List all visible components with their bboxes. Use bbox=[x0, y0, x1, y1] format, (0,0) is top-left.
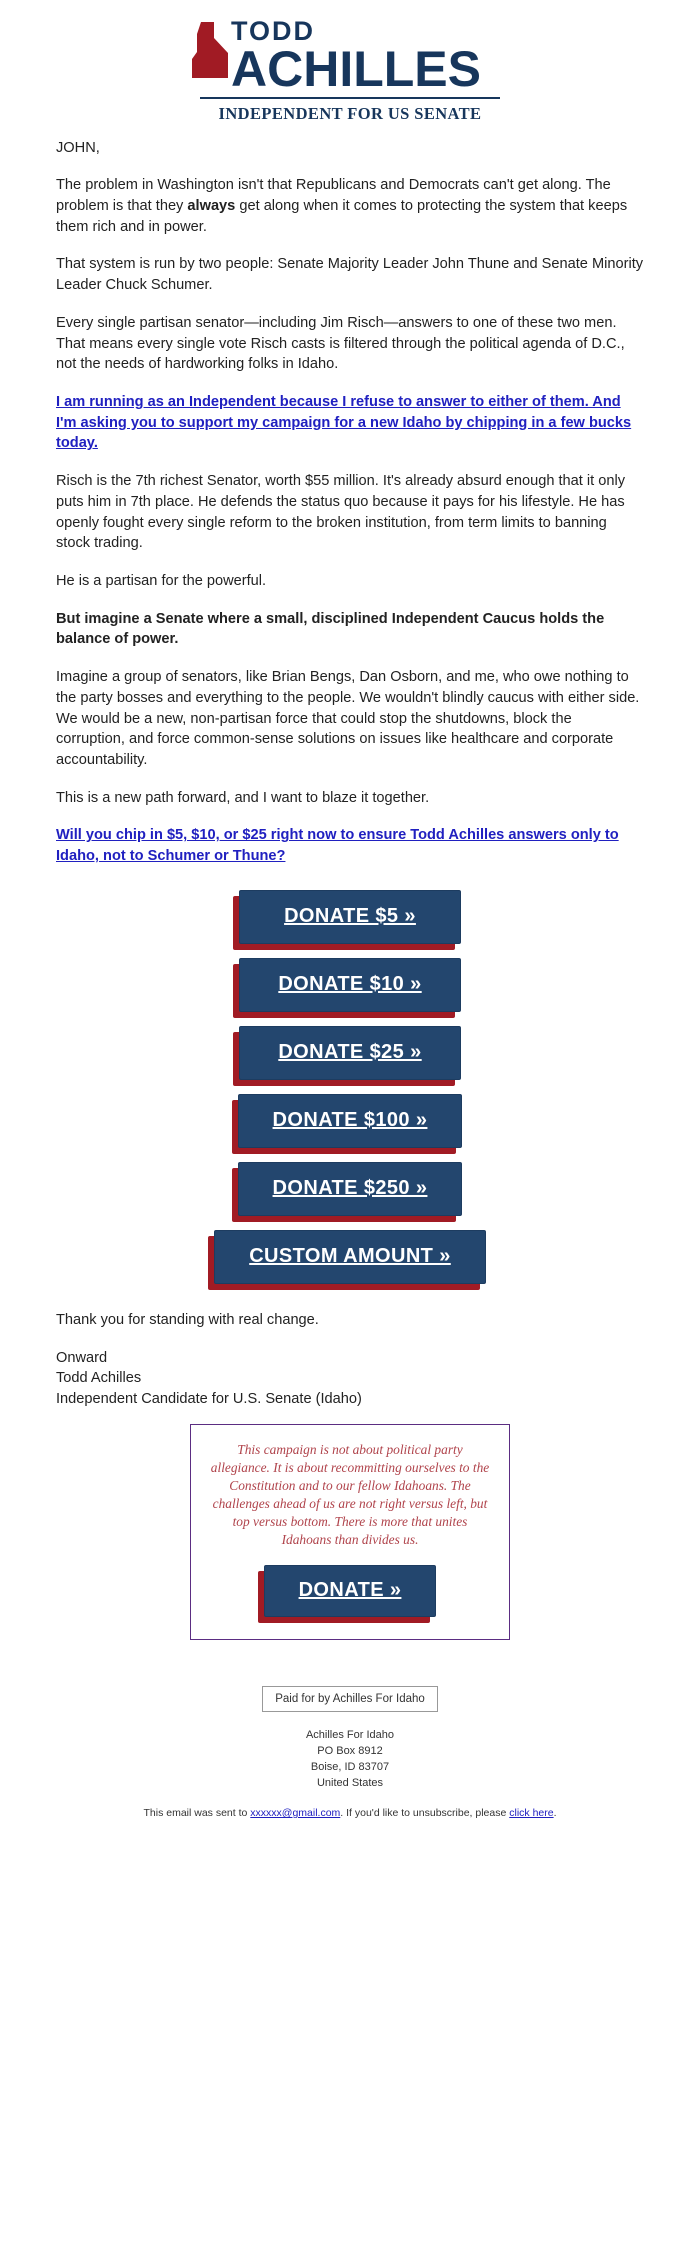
logo-header bbox=[0, 0, 700, 138]
chip-in-ask-link[interactable]: Will you chip in $5, $10, or $25 right now to ensure Todd Achilles answers only to Idaho, not to Schumer or Thune? bbox=[56, 827, 619, 865]
thank-you-line: Thank you for standing with real change. bbox=[56, 1311, 319, 1328]
address-org: Achilles For Idaho bbox=[305, 1729, 395, 1742]
paragraph-7: Imagine a group of senators, like Brian Bengs, Dan Osborn, and me, who owe nothing to the party bosses and everything to the people. We wouldn't blindly caucus with either side. We would be a new, non-partisan force that could stop the shutdowns, block the corruption, and force common-sense solutions on issues like healthcare and corporate accountability. bbox=[56, 669, 640, 769]
unsubscribe-pre: This email was sent to bbox=[143, 1807, 251, 1820]
independent-pledge-link[interactable]: I am running as an Independent because I refuse to answer to either of them. And I'm asking you to support my campaign for a new Idaho by chipping in a few bucks today. bbox=[56, 393, 632, 452]
quote-box bbox=[190, 1424, 510, 1641]
paragraph-1-part-b: get along when it comes to protecting the system that keeps them rich and in power. bbox=[56, 197, 628, 235]
signature-name: Todd Achilles bbox=[56, 1370, 142, 1387]
recipient-email: xxxxxx@gmail.com bbox=[250, 1807, 341, 1820]
address-po-box: PO Box 8912 bbox=[317, 1745, 383, 1758]
quote-donate-wrap bbox=[264, 1565, 436, 1617]
idaho-state-shape-icon bbox=[187, 22, 229, 78]
donate-250-button[interactable]: DONATE $250 » bbox=[238, 1162, 463, 1216]
donate-25-wrap bbox=[239, 1026, 461, 1080]
paragraph-3: Every single partisan senator—including Jim Risch—answers to one of these two men. That means every single vote Risch casts is filtered through the political agenda of D.C., not the needs of hardworking folks in Idaho. bbox=[56, 314, 625, 373]
donate-25-button[interactable]: DONATE $25 » bbox=[239, 1026, 461, 1080]
unsubscribe-line bbox=[0, 1807, 700, 1837]
unsubscribe-mid: . If you'd like to unsubscribe, please bbox=[340, 1807, 510, 1820]
address-city-state-zip: Boise, ID 83707 bbox=[310, 1761, 390, 1774]
donate-10-button[interactable]: DONATE $10 » bbox=[239, 958, 461, 1012]
email-footer bbox=[0, 1640, 700, 1849]
signature-title: Independent Candidate for U.S. Senate (Idaho) bbox=[56, 1391, 362, 1408]
custom-amount-wrap bbox=[214, 1230, 486, 1284]
signoff-block bbox=[0, 1302, 700, 1410]
custom-amount-button[interactable]: CUSTOM AMOUNT » bbox=[214, 1230, 486, 1284]
donate-5-wrap bbox=[239, 890, 461, 944]
address-country: United States bbox=[316, 1777, 384, 1790]
paragraph-8: This is a new path forward, and I want to blaze it together. bbox=[56, 789, 430, 806]
salutation: JOHN, bbox=[56, 139, 100, 156]
logo-tagline: INDEPENDENT FOR US SENATE bbox=[218, 103, 482, 123]
campaign-logo bbox=[185, 18, 515, 124]
donate-250-wrap bbox=[238, 1162, 463, 1216]
letter-content bbox=[0, 138, 700, 867]
paragraph-2: That system is run by two people: Senate Majority Leader John Thune and Senate Minority Leader Chuck Schumer. bbox=[56, 256, 644, 294]
donate-100-button[interactable]: DONATE $100 » bbox=[238, 1094, 463, 1148]
donate-100-wrap bbox=[238, 1094, 463, 1148]
paragraph-5: He is a partisan for the powerful. bbox=[56, 573, 267, 589]
donate-10-wrap bbox=[239, 958, 461, 1012]
signature-lines bbox=[56, 1348, 644, 1410]
logo-last-name: ACHILLES bbox=[231, 41, 481, 97]
paragraph-1 bbox=[56, 175, 644, 237]
quote-donate-button[interactable]: DONATE » bbox=[264, 1565, 436, 1617]
mailing-address bbox=[0, 1728, 700, 1792]
signature-onward: Onward bbox=[56, 1349, 108, 1366]
unsubscribe-link[interactable]: click here bbox=[509, 1807, 554, 1820]
quote-section bbox=[0, 1410, 700, 1641]
donation-button-list bbox=[0, 884, 700, 1302]
paragraph-1-emphasis: always bbox=[187, 197, 236, 214]
paragraph-1-part-a: The problem in Washington isn't that Republicans and Democrats can't get along. The problem is that they bbox=[56, 177, 611, 214]
paid-for-disclaimer: Paid for by Achilles For Idaho bbox=[262, 1686, 438, 1712]
paragraph-4: Risch is the 7th richest Senator, worth $55 million. It's already absurd enough that it only puts him in 7th place. He defends the status quo because it pays for his lifestyle. He has openly fought every single reform to the broken institution, from term limits to banning stock trading. bbox=[56, 473, 626, 552]
donate-5-button[interactable]: DONATE $5 » bbox=[239, 890, 461, 944]
logo-first-name: TODD bbox=[231, 16, 316, 46]
quote-text: This campaign is not about political party allegiance. It is about recommitting ourselves to the Constitution and to our fellow Idahoans. The challenges ahead of us are not right versus left, but top versus bottom. There is more that unites Idahoans than divides us. bbox=[210, 1441, 490, 1548]
unsubscribe-end: . bbox=[553, 1807, 557, 1820]
paragraph-6-bold: But imagine a Senate where a small, disciplined Independent Caucus holds the balance of power. bbox=[56, 610, 605, 648]
